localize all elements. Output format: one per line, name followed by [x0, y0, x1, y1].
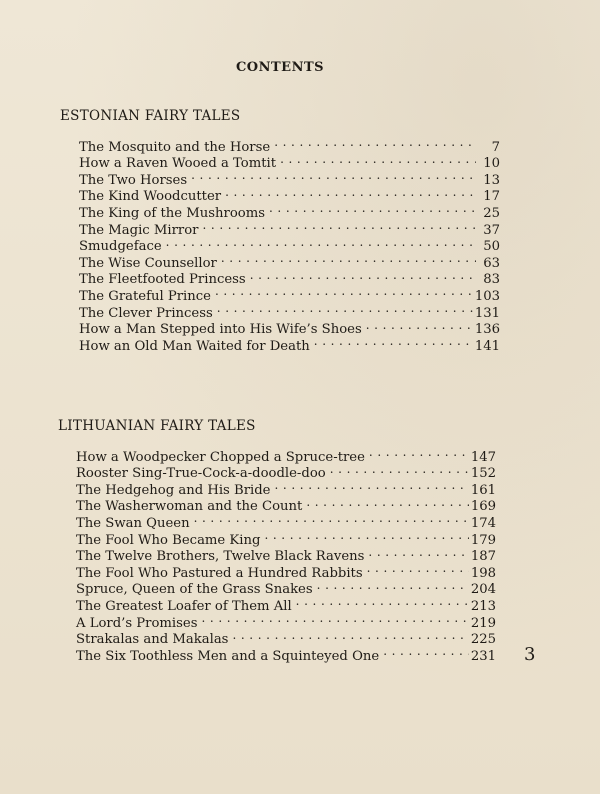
toc-entry-title: The Hedgehog and His Bride [76, 482, 271, 498]
toc-entry-page: 219 [470, 615, 496, 631]
toc-entry-page: 169 [470, 499, 496, 515]
dot-leader [369, 444, 469, 461]
toc-entry-page: 37 [483, 222, 500, 238]
toc-entry-title: The Twelve Brothers, Twelve Black Ravens [76, 549, 365, 565]
toc-entry-title: Strakalas and Makalas [76, 632, 229, 648]
dot-leader [274, 134, 476, 151]
dot-leader [367, 560, 469, 577]
toc-entry-title: The Wise Counsellor [79, 255, 217, 271]
toc-entry-page: 25 [483, 205, 500, 221]
dot-leader [232, 627, 468, 644]
dot-leader [194, 510, 469, 527]
toc-entry-title: The Six Toothless Men and a Squinteyed One [76, 648, 380, 664]
toc-entry-page: 231 [470, 648, 496, 664]
toc-entry[interactable] [76, 444, 496, 465]
dot-leader [202, 217, 476, 234]
toc-entry-title: The Washerwoman and the Count [76, 499, 303, 515]
toc-entry-title: How an Old Man Waited for Death [79, 338, 310, 354]
toc-entry-title: How a Woodpecker Chopped a Spruce-tree [76, 449, 365, 465]
toc-entry-page: 204 [470, 582, 496, 598]
dot-leader [269, 200, 476, 217]
toc-entry-page: 161 [470, 482, 496, 498]
toc-entry-page: 187 [470, 549, 496, 565]
dot-leader [221, 250, 476, 267]
dot-leader [191, 167, 476, 184]
toc-entry-page: 147 [470, 449, 496, 465]
section-heading-lithuanian: LITHUANIAN FAIRY TALES [58, 418, 256, 434]
toc-list-estonian [79, 134, 500, 354]
toc-entry-page: 141 [474, 338, 500, 354]
toc-entry-title: The Swan Queen [76, 515, 190, 531]
toc-entry-page: 103 [474, 288, 500, 304]
dot-leader [202, 610, 469, 627]
toc-entry-title: The Mosquito and the Horse [79, 139, 271, 155]
dot-leader [166, 234, 476, 251]
toc-entry-title: Rooster Sing-True-Cock-a-doodle-doo [76, 466, 326, 482]
toc-entry-title: How a Raven Wooed a Tomtit [79, 156, 277, 172]
contents-title: CONTENTS [235, 60, 325, 75]
toc-list-lithuanian [76, 444, 496, 664]
dot-leader [217, 300, 473, 317]
toc-entry-page: 83 [483, 272, 500, 288]
toc-entry-title: Spruce, Queen of the Grass Snakes [76, 582, 313, 598]
toc-entry-title: The Grateful Prince [79, 288, 211, 304]
toc-entry-title: How a Man Stepped into His Wife’s Shoes [79, 322, 362, 338]
dot-leader [314, 333, 473, 350]
dot-leader [225, 184, 476, 201]
toc-entry-page: 225 [470, 632, 496, 648]
dot-leader [306, 494, 469, 511]
toc-entry-title: The Kind Woodcutter [79, 189, 222, 205]
toc-entry-page: 136 [474, 322, 500, 338]
toc-entry-page: 174 [470, 515, 496, 531]
toc-entry-page: 13 [483, 172, 500, 188]
toc-entry-page: 152 [470, 466, 496, 482]
page-number: 3 [524, 644, 536, 665]
toc-entry-page: 17 [483, 189, 500, 205]
dot-leader [296, 593, 469, 610]
toc-entry-title: The Fool Who Became King [76, 532, 261, 548]
toc-entry-page: 213 [470, 598, 496, 614]
dot-leader [274, 477, 468, 494]
toc-entry-title: The Clever Princess [79, 305, 213, 321]
section-heading-estonian: ESTONIAN FAIRY TALES [60, 108, 241, 124]
dot-leader [366, 317, 473, 334]
dot-leader [264, 527, 468, 544]
toc-entry-title: The Greatest Loafer of Them All [76, 598, 292, 614]
dot-leader [250, 267, 476, 284]
toc-entry-title: The Fleetfooted Princess [79, 272, 246, 288]
toc-entry-title: Smudgeface [79, 239, 162, 255]
toc-entry-page: 179 [470, 532, 496, 548]
dot-leader [215, 283, 473, 300]
toc-entry-title: The Fool Who Pastured a Hundred Rabbits [76, 565, 363, 581]
toc-entry-title: The Two Horses [79, 172, 188, 188]
toc-entry-page: 63 [483, 255, 500, 271]
dot-leader [383, 643, 469, 660]
toc-entry-page: 131 [474, 305, 500, 321]
toc-entry-page: 10 [483, 156, 500, 172]
toc-entry[interactable] [79, 134, 500, 155]
dot-leader [330, 461, 469, 478]
toc-entry-page: 198 [470, 565, 496, 581]
toc-entry-page: 50 [483, 239, 500, 255]
dot-leader [280, 151, 476, 168]
toc-entry-title: A Lord’s Promises [76, 615, 198, 631]
dot-leader [368, 544, 468, 561]
toc-entry-page: 7 [491, 139, 500, 155]
toc-entry-title: The King of the Mushrooms [79, 205, 265, 221]
dot-leader [317, 577, 469, 594]
toc-entry-title: The Magic Mirror [79, 222, 199, 238]
